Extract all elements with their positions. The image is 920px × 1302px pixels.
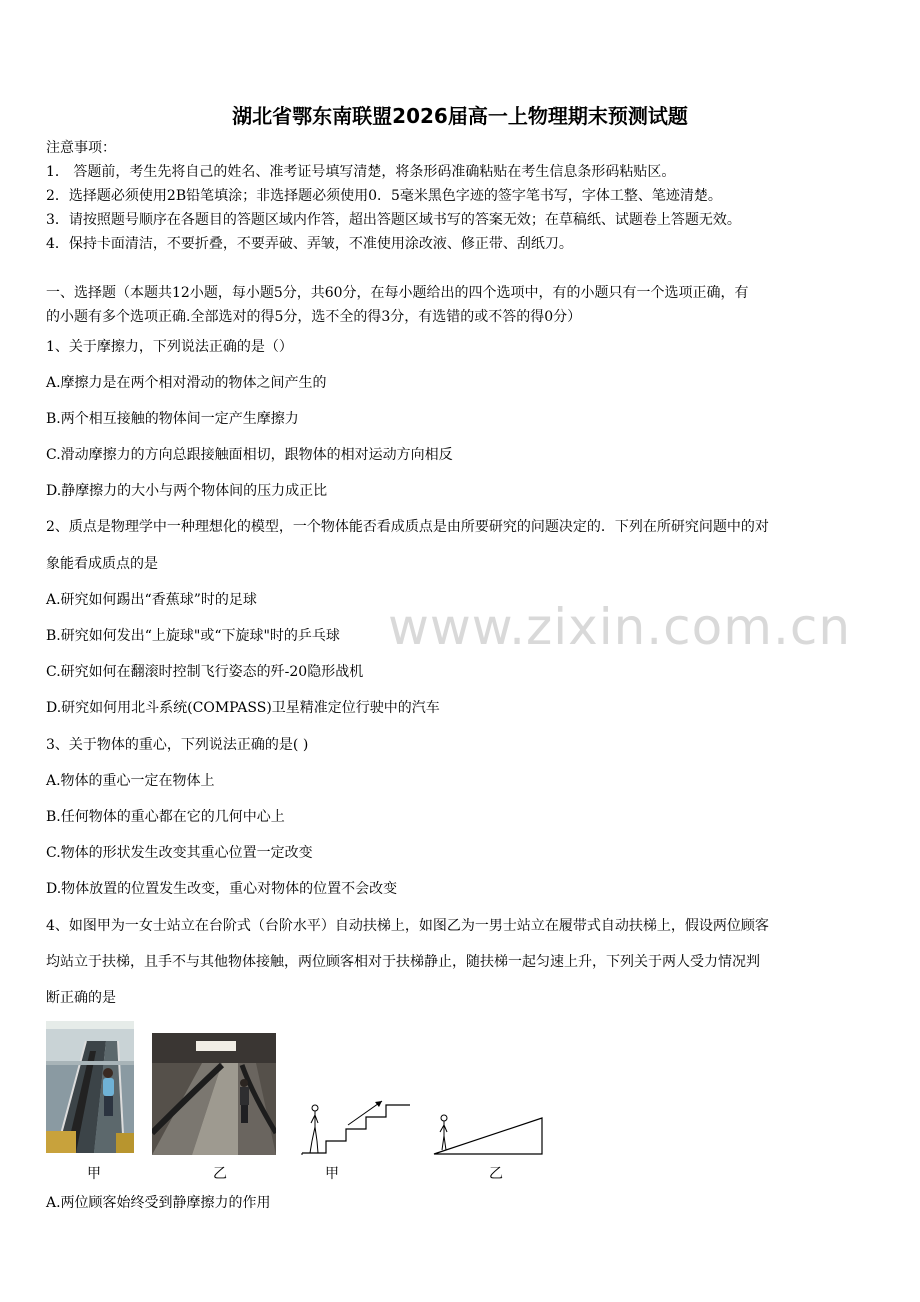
caption-photo-yi: 乙 [213, 1166, 227, 1182]
question-2-option-d: D.研究如何用北斗系统(COMPASS)卫星精准定位行驶中的汽车 [46, 700, 440, 716]
question-4-stem-line-3: 断正确的是 [46, 990, 116, 1006]
question-3-stem: 3、关于物体的重心，下列说法正确的是( ) [46, 737, 309, 753]
stair-escalator-diagram [298, 1093, 414, 1157]
question-1-option-b: B.两个相互接触的物体间一定产生摩擦力 [46, 411, 299, 427]
question-1-option-d: D.静摩擦力的大小与两个物体间的压力成正比 [46, 483, 328, 499]
note-item-1: 1． 答题前，考生先将自己的姓名、准考证号填写清楚，将条形码准确粘贴在考生信息条形码粘贴区。 [46, 164, 676, 180]
question-2-stem-line-1: 2、质点是物理学中一种理想化的模型，一个物体能否看成质点是由所要研究的问题决定的．下列在所研究问题中的对 [46, 519, 769, 535]
section-intro-line-2: 的小题有多个选项正确.全部选对的得5分，选不全的得3分，有选错的或不答的得0分） [46, 309, 582, 325]
question-1-option-c: C.滑动摩擦力的方向总跟接触面相切，跟物体的相对运动方向相反 [46, 447, 453, 463]
question-3-option-b: B.任何物体的重心都在它的几何中心上 [46, 809, 285, 825]
question-2-option-a: A.研究如何踢出“香蕉球”时的足球 [46, 592, 257, 608]
section-intro-line-1: 一、选择题（本题共12小题，每小题5分，共60分，在每小题给出的四个选项中，有的小题只有一个选项正确，有 [46, 285, 749, 301]
note-item-3: 3．请按照题号顺序在各题目的答题区域内作答，超出答题区域书写的答案无效；在草稿纸、试题卷上答题无效。 [46, 212, 741, 228]
question-2-option-c: C.研究如何在翻滚时控制飞行姿态的歼-20隐形战机 [46, 664, 364, 680]
question-4-option-a: A.两位顾客始终受到静摩擦力的作用 [46, 1195, 271, 1211]
watermark: www.zixin.com.cn [388, 598, 852, 656]
caption-diagram-jia: 甲 [325, 1166, 339, 1182]
question-4-stem-line-1: 4、如图甲为一女士站立在台阶式（台阶水平）自动扶梯上，如图乙为一男士站立在履带式自动扶梯上，假设两位顾客 [46, 918, 769, 934]
question-4-stem-line-2: 均站立于扶梯，且手不与其他物体接触，两位顾客相对于扶梯静止，随扶梯一起匀速上升，下列关于两人受力情况判 [46, 954, 760, 970]
escalator-photo-man [152, 1033, 276, 1155]
question-3-option-d: D.物体放置的位置发生改变，重心对物体的位置不会改变 [46, 881, 398, 897]
incline-belt-diagram [432, 1110, 546, 1156]
question-3-option-a: A.物体的重心一定在物体上 [46, 773, 215, 789]
notes-heading: 注意事项： [46, 140, 116, 156]
question-2-option-b: B.研究如何发出“上旋球"或“下旋球"时的乒乓球 [46, 628, 340, 644]
question-1-stem: 1、关于摩擦力，下列说法正确的是（） [46, 339, 293, 355]
caption-photo-jia: 甲 [87, 1166, 101, 1182]
note-item-2: 2．选择题必须使用2B铅笔填涂；非选择题必须使用0．5毫米黑色字迹的签字笔书写，字体工整、笔迹清楚。 [46, 188, 722, 204]
question-2-stem-line-2: 象能看成质点的是 [46, 556, 158, 572]
question-1-option-a: A.摩擦力是在两个相对滑动的物体之间产生的 [46, 375, 327, 391]
question-3-option-c: C.物体的形状发生改变其重心位置一定改变 [46, 845, 313, 861]
note-item-4: 4．保持卡面清洁，不要折叠，不要弄破、弄皱，不准使用涂改液、修正带、刮纸刀。 [46, 236, 573, 252]
page-title: 湖北省鄂东南联盟2026届高一上物理期末预测试题 [232, 104, 688, 128]
caption-diagram-yi: 乙 [489, 1166, 503, 1182]
escalator-photo-woman [46, 1021, 134, 1153]
